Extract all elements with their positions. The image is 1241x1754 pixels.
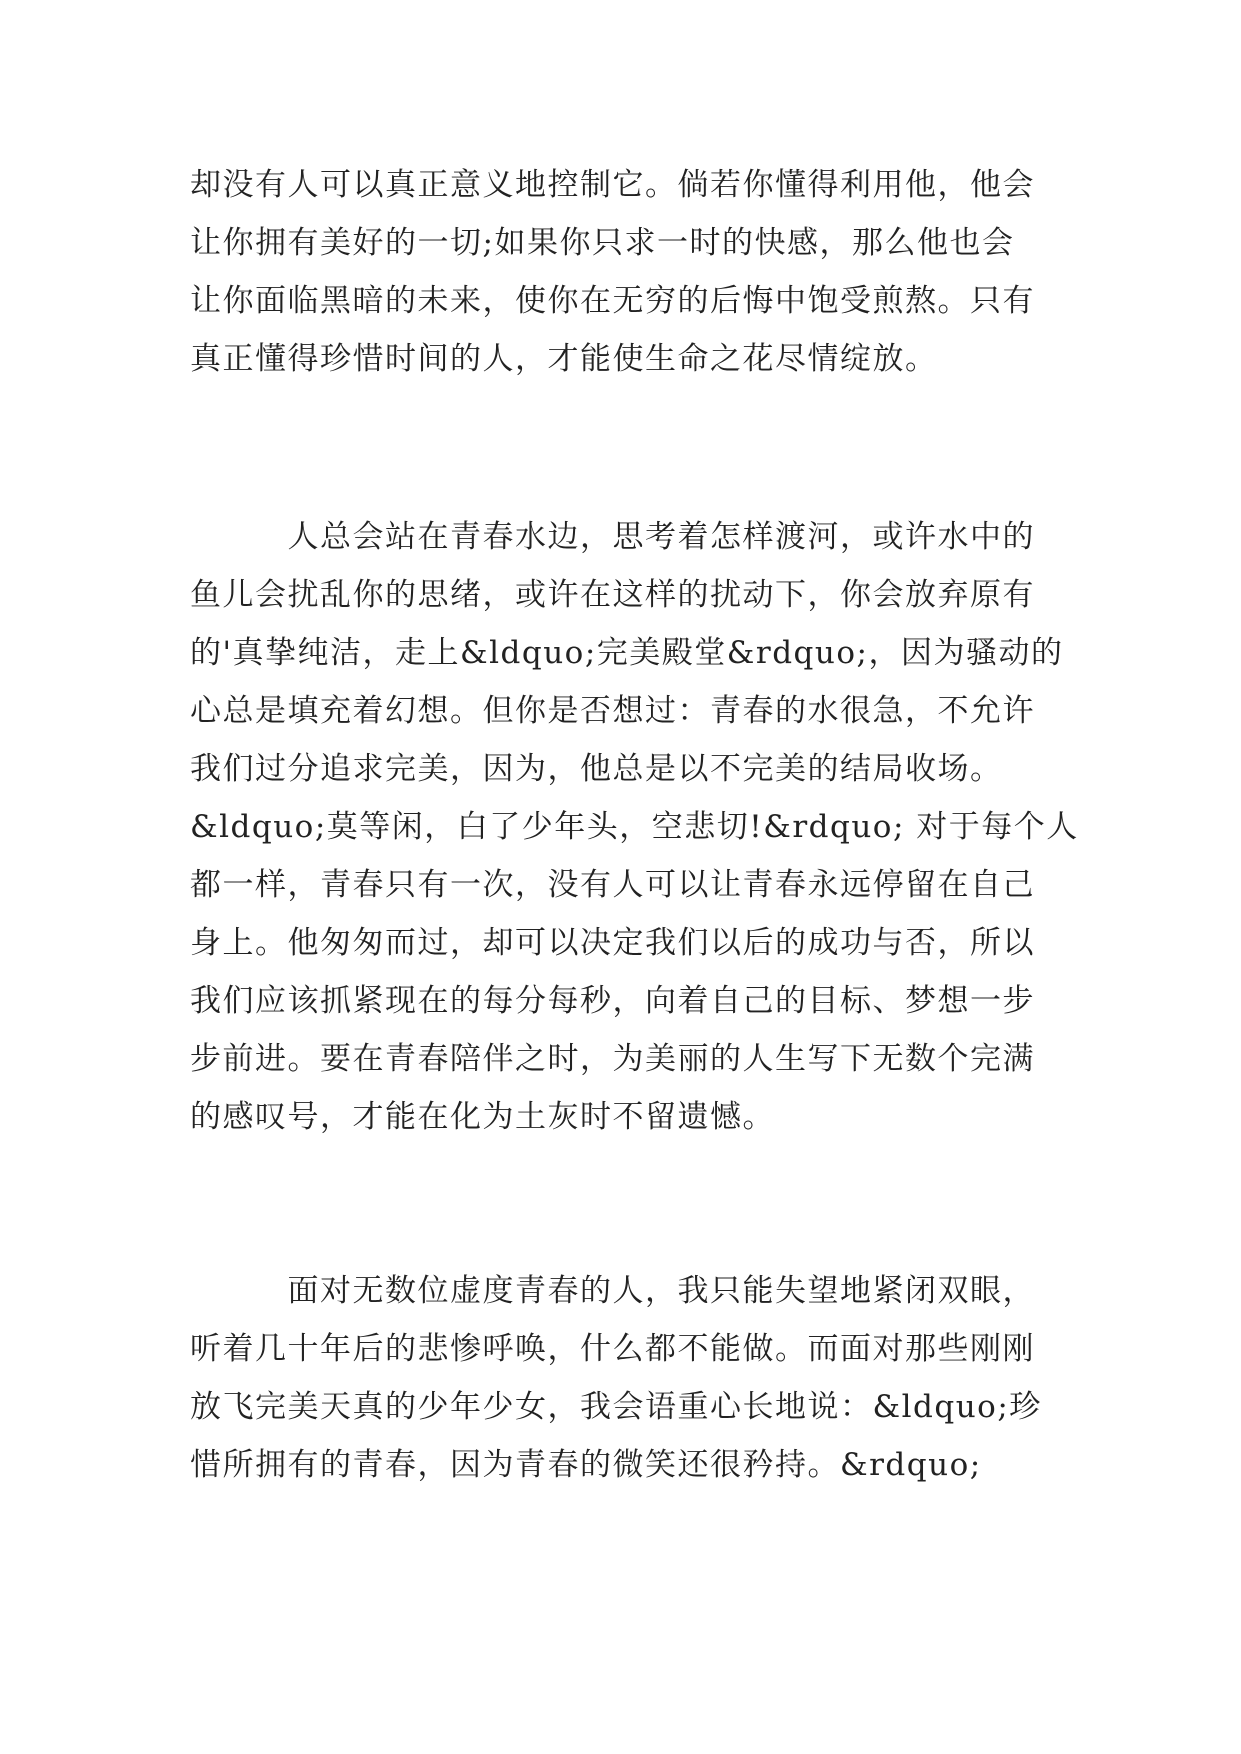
text-line: 却没有人可以真正意义地控制它。倘若你懂得利用他，他会 xyxy=(190,167,1035,203)
text-line: 人总会站在青春水边，思考着怎样渡河，或许水中的 xyxy=(190,519,1035,555)
text-line: 惜所拥有的青春，因为青春的微笑还很矜持。&rdquo; xyxy=(190,1447,982,1483)
text-line: 的感叹号，才能在化为土灰时不留遗憾。 xyxy=(190,1099,775,1135)
text-line: 鱼儿会扰乱你的思绪，或许在这样的扰动下，你会放弃原有 xyxy=(190,577,1035,613)
text-line: 放飞完美天真的少年少女，我会语重心长地说：&ldquo;珍 xyxy=(190,1389,1042,1425)
text-line: 心总是填充着幻想。但你是否想过：青春的水很急，不允许 xyxy=(190,693,1035,729)
text-line: 听着几十年后的悲惨呼唤，什么都不能做。而面对那些刚刚 xyxy=(190,1331,1035,1367)
text-line: 步前进。要在青春陪伴之时，为美丽的人生写下无数个完满 xyxy=(190,1041,1035,1077)
text-line: 身上。他匆匆而过，却可以决定我们以后的成功与否，所以 xyxy=(190,925,1035,961)
text-line: 我们应该抓紧现在的每分每秒，向着自己的目标、梦想一步 xyxy=(190,983,1035,1019)
text-line: 都一样，青春只有一次，没有人可以让青春永远停留在自己 xyxy=(190,867,1035,903)
paragraph-1 xyxy=(190,156,1060,388)
text-line: 我们过分追求完美，因为，他总是以不完美的结局收场。 xyxy=(190,751,1003,787)
text-line: 真正懂得珍惜时间的人，才能使生命之花尽情绽放。 xyxy=(190,341,938,377)
text-line: 让你拥有美好的一切;如果你只求一时的快感，那么他也会 xyxy=(190,225,1015,261)
text-line: &ldquo;莫等闲，白了少年头，空悲切!&rdquo; 对于每个人 xyxy=(190,809,1079,845)
paragraph-2 xyxy=(190,508,1079,1146)
text-line: 的'真挚纯洁，走上&ldquo;完美殿堂&rdquo;，因为骚动的 xyxy=(190,635,1064,671)
paragraph-3 xyxy=(190,1262,1060,1494)
text-line: 让你面临黑暗的未来，使你在无穷的后悔中饱受煎熬。只有 xyxy=(190,283,1035,319)
text-line: 面对无数位虚度青春的人，我只能失望地紧闭双眼， xyxy=(190,1273,1035,1309)
